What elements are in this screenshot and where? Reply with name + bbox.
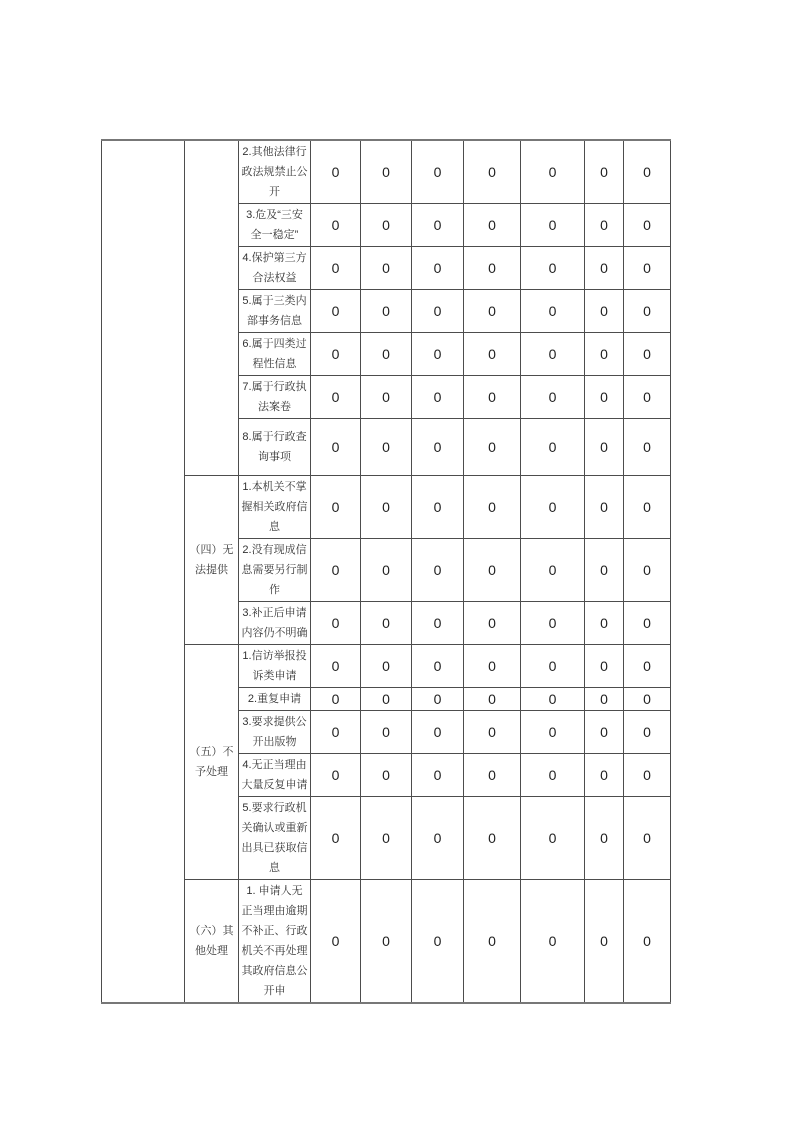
value-cell: 0 (361, 476, 412, 539)
value-cell: 0 (585, 711, 624, 754)
value-cell: 0 (361, 204, 412, 247)
value-cell: 0 (624, 204, 671, 247)
value-cell: 0 (311, 290, 361, 333)
value-cell: 0 (311, 204, 361, 247)
value-cell: 0 (412, 539, 464, 602)
value-cell: 0 (585, 419, 624, 476)
value-cell: 0 (624, 419, 671, 476)
value-cell: 0 (585, 645, 624, 688)
value-cell: 0 (412, 247, 464, 290)
value-cell: 0 (521, 333, 585, 376)
item-label-cell: 5.要求行政机关确认或重新出具已获取信息 (239, 797, 311, 880)
item-label-cell: 2.重复申请 (239, 688, 311, 711)
item-label-cell: 3.危及“三安全一稳定” (239, 204, 311, 247)
value-cell: 0 (521, 602, 585, 645)
value-cell: 0 (521, 754, 585, 797)
value-cell: 0 (412, 140, 464, 204)
value-cell: 0 (361, 140, 412, 204)
item-label-cell: 4.保护第三方合法权益 (239, 247, 311, 290)
value-cell: 0 (412, 476, 464, 539)
value-cell: 0 (624, 539, 671, 602)
value-cell: 0 (361, 754, 412, 797)
value-cell: 0 (464, 140, 521, 204)
value-cell: 0 (412, 688, 464, 711)
value-cell: 0 (521, 476, 585, 539)
value-cell: 0 (361, 797, 412, 880)
item-label-cell: 3.要求提供公开出版物 (239, 711, 311, 754)
value-cell: 0 (464, 688, 521, 711)
value-cell: 0 (361, 711, 412, 754)
value-cell: 0 (412, 376, 464, 419)
value-cell: 0 (464, 754, 521, 797)
table-row (102, 645, 671, 688)
value-cell: 0 (521, 711, 585, 754)
value-cell: 0 (585, 797, 624, 880)
value-cell: 0 (412, 797, 464, 880)
value-cell: 0 (311, 419, 361, 476)
value-cell: 0 (311, 688, 361, 711)
report-table (101, 139, 671, 1004)
value-cell: 0 (585, 476, 624, 539)
table-row (102, 476, 671, 539)
item-label-cell: 3.补正后申请内容仍不明确 (239, 602, 311, 645)
value-cell: 0 (464, 539, 521, 602)
value-cell: 0 (412, 419, 464, 476)
value-cell: 0 (521, 376, 585, 419)
value-cell: 0 (464, 376, 521, 419)
section-label-cell (185, 140, 239, 476)
value-cell: 0 (464, 797, 521, 880)
value-cell: 0 (624, 290, 671, 333)
value-cell: 0 (311, 539, 361, 602)
value-cell: 0 (311, 754, 361, 797)
value-cell: 0 (311, 333, 361, 376)
report-table-body (102, 140, 671, 1003)
value-cell: 0 (624, 711, 671, 754)
item-label-cell: 5.属于三类内部事务信息 (239, 290, 311, 333)
value-cell: 0 (521, 247, 585, 290)
value-cell: 0 (412, 754, 464, 797)
table-row (102, 880, 671, 1004)
value-cell: 0 (585, 140, 624, 204)
value-cell: 0 (464, 476, 521, 539)
item-label-cell: 4.无正当理由大量反复申请 (239, 754, 311, 797)
item-label-cell: 2.其他法律行政法规禁止公开 (239, 140, 311, 204)
value-cell: 0 (624, 688, 671, 711)
value-cell: 0 (521, 140, 585, 204)
value-cell: 0 (585, 376, 624, 419)
value-cell: 0 (585, 754, 624, 797)
value-cell: 0 (361, 602, 412, 645)
value-cell: 0 (624, 880, 671, 1004)
value-cell: 0 (521, 645, 585, 688)
section-label-cell: （四）无法提供 (185, 476, 239, 645)
value-cell: 0 (412, 880, 464, 1004)
item-label-cell: 2.没有现成信息需要另行制作 (239, 539, 311, 602)
value-cell: 0 (464, 290, 521, 333)
value-cell: 0 (521, 290, 585, 333)
value-cell: 0 (521, 204, 585, 247)
value-cell: 0 (624, 333, 671, 376)
value-cell: 0 (361, 376, 412, 419)
value-cell: 0 (624, 247, 671, 290)
value-cell: 0 (412, 711, 464, 754)
value-cell: 0 (412, 290, 464, 333)
item-label-cell: 1.信访举报投诉类申请 (239, 645, 311, 688)
value-cell: 0 (311, 376, 361, 419)
value-cell: 0 (585, 688, 624, 711)
value-cell: 0 (585, 290, 624, 333)
value-cell: 0 (464, 204, 521, 247)
value-cell: 0 (311, 247, 361, 290)
value-cell: 0 (585, 602, 624, 645)
value-cell: 0 (521, 419, 585, 476)
value-cell: 0 (311, 645, 361, 688)
item-label-cell: 1. 申请人无正当理由逾期不补正、行政机关不再处理其政府信息公开申 (239, 880, 311, 1004)
value-cell: 0 (521, 688, 585, 711)
value-cell: 0 (311, 140, 361, 204)
value-cell: 0 (624, 602, 671, 645)
section-label-cell: （六）其他处理 (185, 880, 239, 1004)
value-cell: 0 (624, 797, 671, 880)
value-cell: 0 (361, 539, 412, 602)
value-cell: 0 (521, 539, 585, 602)
value-cell: 0 (361, 419, 412, 476)
value-cell: 0 (585, 539, 624, 602)
value-cell: 0 (624, 754, 671, 797)
value-cell: 0 (521, 797, 585, 880)
value-cell: 0 (361, 645, 412, 688)
value-cell: 0 (412, 645, 464, 688)
value-cell: 0 (361, 247, 412, 290)
value-cell: 0 (464, 333, 521, 376)
value-cell: 0 (464, 880, 521, 1004)
value-cell: 0 (624, 476, 671, 539)
table-row (102, 140, 671, 204)
item-label-cell: 7.属于行政执法案卷 (239, 376, 311, 419)
value-cell: 0 (311, 711, 361, 754)
value-cell: 0 (412, 602, 464, 645)
value-cell: 0 (624, 376, 671, 419)
value-cell: 0 (412, 204, 464, 247)
value-cell: 0 (585, 880, 624, 1004)
item-label-cell: 1.本机关不掌握相关政府信息 (239, 476, 311, 539)
value-cell: 0 (361, 880, 412, 1004)
item-label-cell: 6.属于四类过程性信息 (239, 333, 311, 376)
value-cell: 0 (585, 204, 624, 247)
value-cell: 0 (624, 645, 671, 688)
value-cell: 0 (412, 333, 464, 376)
value-cell: 0 (585, 247, 624, 290)
value-cell: 0 (311, 880, 361, 1004)
value-cell: 0 (464, 711, 521, 754)
value-cell: 0 (464, 602, 521, 645)
value-cell: 0 (311, 602, 361, 645)
value-cell: 0 (361, 333, 412, 376)
value-cell: 0 (361, 688, 412, 711)
value-cell: 0 (361, 290, 412, 333)
value-cell: 0 (585, 333, 624, 376)
value-cell: 0 (311, 797, 361, 880)
item-label-cell: 8.属于行政查询事项 (239, 419, 311, 476)
value-cell: 0 (464, 247, 521, 290)
value-cell: 0 (311, 476, 361, 539)
value-cell: 0 (624, 140, 671, 204)
outer-category-cell (102, 140, 185, 1003)
value-cell: 0 (464, 419, 521, 476)
value-cell: 0 (464, 645, 521, 688)
value-cell: 0 (521, 880, 585, 1004)
section-label-cell: （五）不予处理 (185, 645, 239, 880)
